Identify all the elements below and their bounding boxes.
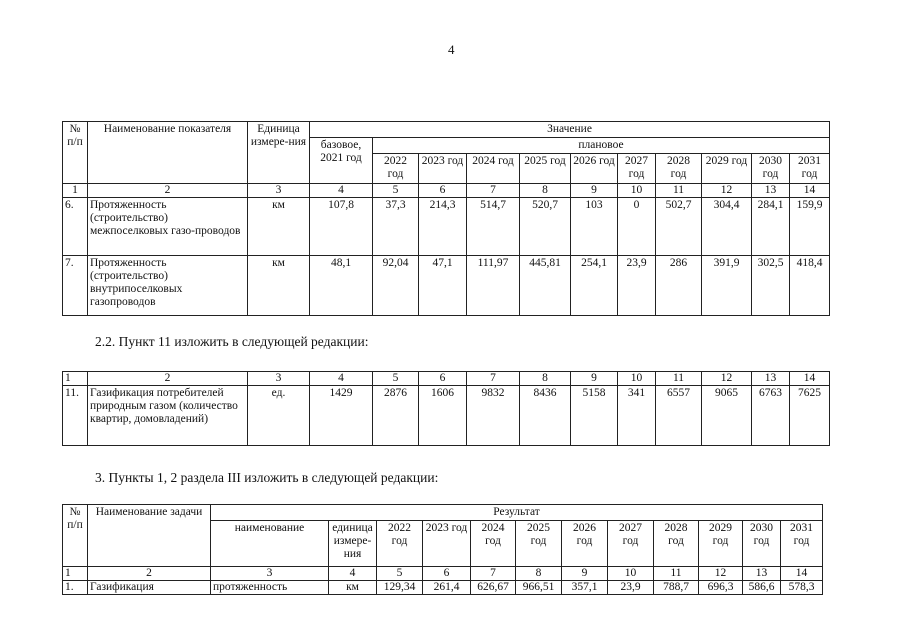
value-cell: 6557 (656, 386, 702, 446)
colnum-cell: 11 (656, 372, 702, 386)
year-cell: 2029 год (699, 521, 743, 567)
colnum-cell: 4 (310, 372, 373, 386)
year-cell: 2028 год (654, 521, 699, 567)
value-cell: 418,4 (790, 256, 830, 316)
colnum-cell: 7 (467, 372, 520, 386)
year-cell: 2022 год (373, 154, 419, 184)
header-indicator-name: Наименование показателя (88, 122, 248, 184)
colnum-cell: 2 (88, 567, 211, 581)
row-num: 7. (63, 256, 88, 316)
row-unit: км (248, 198, 310, 256)
value-cell: 520,7 (520, 198, 571, 256)
year-cell: 2031 год (790, 154, 830, 184)
value-cell: 111,97 (467, 256, 520, 316)
colnum-cell: 5 (373, 184, 419, 198)
header-value: Значение (310, 122, 830, 138)
value-cell: 502,7 (656, 198, 702, 256)
value-cell: 214,3 (419, 198, 467, 256)
colnum-cell: 8 (520, 372, 571, 386)
year-cell: 2025 год (516, 521, 562, 567)
value-cell: 514,7 (467, 198, 520, 256)
colnum-cell: 1 (63, 184, 88, 198)
row-base: 1429 (310, 386, 373, 446)
header-result-name: наименование (211, 521, 329, 567)
colnum-cell: 6 (419, 372, 467, 386)
colnum-cell: 13 (752, 184, 790, 198)
colnum-cell: 12 (702, 184, 752, 198)
value-cell: 254,1 (571, 256, 618, 316)
table-row (63, 581, 823, 595)
value-cell: 7625 (790, 386, 830, 446)
colnum-cell: 8 (520, 184, 571, 198)
value-cell: 626,67 (471, 581, 516, 595)
value-cell: 159,9 (790, 198, 830, 256)
page-number: 4 (448, 42, 455, 57)
year-cell: 2026 год (562, 521, 608, 567)
colnum-cell: 4 (329, 567, 377, 581)
colnum-cell: 9 (562, 567, 608, 581)
colnum-cell: 14 (781, 567, 823, 581)
colnum-cell: 1 (63, 567, 88, 581)
value-cell: 445,81 (520, 256, 571, 316)
colnum-cell: 3 (211, 567, 329, 581)
colnum-cell: 11 (656, 184, 702, 198)
tasks-results-table (62, 504, 823, 595)
year-cell: 2027 год (608, 521, 654, 567)
header-plan: плановое (373, 138, 830, 154)
colnum-cell: 14 (790, 372, 830, 386)
value-cell: 966,51 (516, 581, 562, 595)
colnum-cell: 9 (571, 372, 618, 386)
value-cell: 129,34 (377, 581, 423, 595)
value-cell: 357,1 (562, 581, 608, 595)
paragraph-3: 3. Пункты 1, 2 раздела III изложить в следующей редакции: (95, 470, 439, 485)
value-cell: 578,3 (781, 581, 823, 595)
year-cell: 2030 год (752, 154, 790, 184)
row-name: Протяженность (строительство) внутрипоселковых газопроводов (88, 256, 248, 316)
row-base: 48,1 (310, 256, 373, 316)
colnum-cell: 13 (752, 372, 790, 386)
header-base: базовое, 2021 год (310, 138, 373, 184)
row-unit: ед. (248, 386, 310, 446)
year-cell: 2031 год (781, 521, 823, 567)
paragraph-2-2: 2.2. Пункт 11 изложить в следующей редакции: (95, 334, 369, 349)
colnum-cell: 6 (419, 184, 467, 198)
value-cell: 23,9 (618, 256, 656, 316)
value-cell: 92,04 (373, 256, 419, 316)
year-cell: 2024 год (467, 154, 520, 184)
header-result-unit: единица измере-ния (329, 521, 377, 567)
row-num: 11. (63, 386, 88, 446)
colnum-cell: 10 (608, 567, 654, 581)
colnum-cell: 7 (467, 184, 520, 198)
colnum-cell: 7 (471, 567, 516, 581)
colnum-cell: 14 (790, 184, 830, 198)
value-cell: 391,9 (702, 256, 752, 316)
colnum-cell: 3 (248, 372, 310, 386)
year-cell: 2025 год (520, 154, 571, 184)
colnum-cell: 2 (88, 184, 248, 198)
table-row (63, 256, 830, 316)
value-cell: 261,4 (423, 581, 471, 595)
value-cell: 37,3 (373, 198, 419, 256)
row-base: 107,8 (310, 198, 373, 256)
value-cell: 103 (571, 198, 618, 256)
indicators-table (62, 121, 830, 316)
colnum-cell: 10 (618, 372, 656, 386)
value-cell: 8436 (520, 386, 571, 446)
value-cell: 9065 (702, 386, 752, 446)
year-cell: 2029 год (702, 154, 752, 184)
table-row (63, 198, 830, 256)
value-cell: 5158 (571, 386, 618, 446)
colnum-cell: 10 (618, 184, 656, 198)
colnum-cell: 9 (571, 184, 618, 198)
value-cell: 304,4 (702, 198, 752, 256)
value-cell: 586,6 (743, 581, 781, 595)
value-cell: 23,9 (608, 581, 654, 595)
colnum-cell: 1 (63, 372, 88, 386)
colnum-cell: 12 (699, 567, 743, 581)
colnum-cell: 2 (88, 372, 248, 386)
colnum-cell: 13 (743, 567, 781, 581)
row-unit: км (329, 581, 377, 595)
value-cell: 302,5 (752, 256, 790, 316)
row-task: Газификация (88, 581, 211, 595)
row-name: Газификация потребителей природным газом (количество квартир, домовладений) (88, 386, 248, 446)
year-cell: 2027 год (618, 154, 656, 184)
header-task: Наименование задачи (88, 505, 211, 567)
colnum-cell: 3 (248, 184, 310, 198)
header-num: № п/п (63, 505, 88, 567)
year-cell: 2028 год (656, 154, 702, 184)
row-num: 6. (63, 198, 88, 256)
row-num: 1. (63, 581, 88, 595)
value-cell: 0 (618, 198, 656, 256)
header-result: Результат (211, 505, 823, 521)
year-cell: 2026 год (571, 154, 618, 184)
colnum-cell: 5 (373, 372, 419, 386)
year-cell: 2024 год (471, 521, 516, 567)
colnum-cell: 12 (702, 372, 752, 386)
value-cell: 696,3 (699, 581, 743, 595)
colnum-cell: 11 (654, 567, 699, 581)
colnum-cell: 8 (516, 567, 562, 581)
year-cell: 2023 год (419, 154, 467, 184)
table-row (63, 386, 830, 446)
value-cell: 788,7 (654, 581, 699, 595)
value-cell: 2876 (373, 386, 419, 446)
value-cell: 6763 (752, 386, 790, 446)
year-cell: 2030 год (743, 521, 781, 567)
value-cell: 284,1 (752, 198, 790, 256)
value-cell: 341 (618, 386, 656, 446)
colnum-cell: 4 (310, 184, 373, 198)
row-name: Протяженность (строительство) межпоселковых газо-проводов (88, 198, 248, 256)
gasification-table (62, 371, 830, 446)
colnum-cell: 6 (423, 567, 471, 581)
value-cell: 9832 (467, 386, 520, 446)
header-unit: Единица измере-ния (248, 122, 310, 184)
colnum-cell: 5 (377, 567, 423, 581)
year-cell: 2023 год (423, 521, 471, 567)
row-result-name: протяженность (211, 581, 329, 595)
year-cell: 2022 год (377, 521, 423, 567)
value-cell: 47,1 (419, 256, 467, 316)
header-num: № п/п (63, 122, 88, 184)
value-cell: 286 (656, 256, 702, 316)
value-cell: 1606 (419, 386, 467, 446)
row-unit: км (248, 256, 310, 316)
